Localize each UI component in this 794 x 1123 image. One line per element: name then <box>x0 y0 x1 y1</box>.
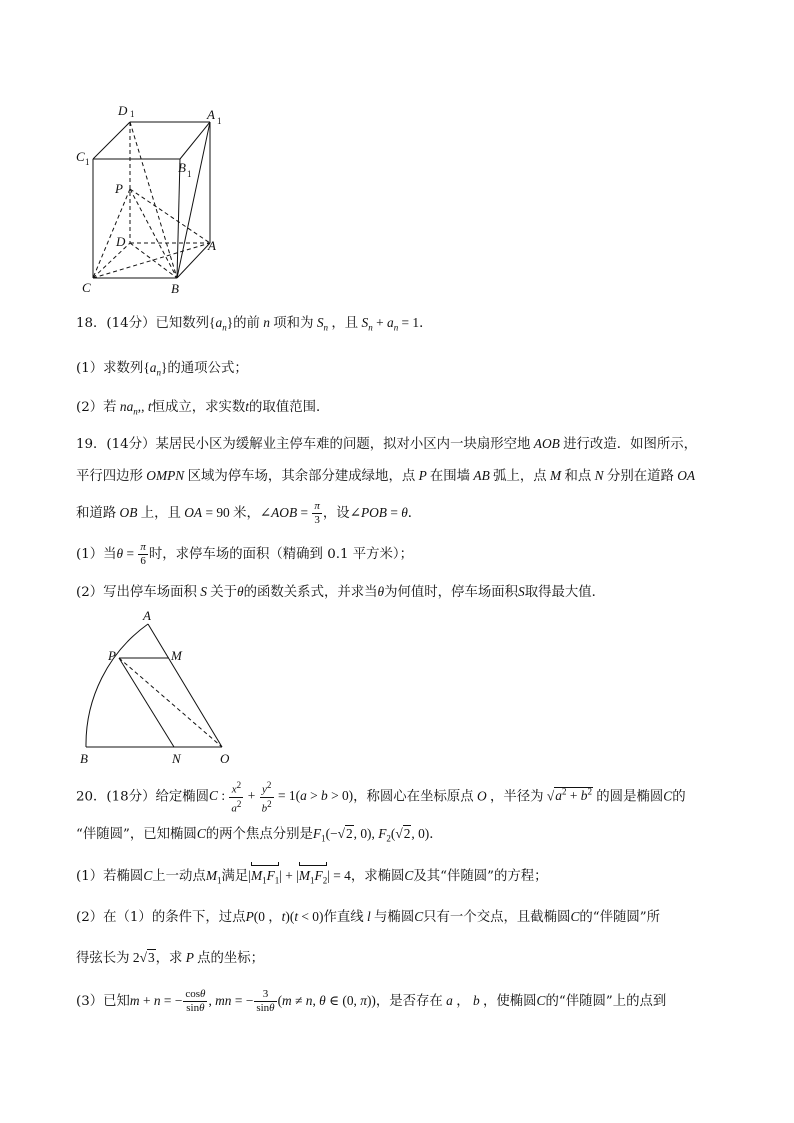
q20-part1: (1）若椭圆C上一动点$M_1$满足$|M_1F_1| + |M_1F_2| = 4$，求椭圆C及其“伴随圆”的方程； <box>76 865 548 891</box>
q20-part2-line1: (2）在（1）的条件下，过点P(0 ，t)(t < 0)作直线 l 与椭圆C只有一个交点，且截椭圆C的“伴随圆”所 <box>76 909 661 925</box>
q19-part2: (2）写出停车场面积 S 关于θ的函数关系式，并求当θ为何值时，停车场面积S取得最大值． <box>76 584 606 600</box>
q20-part2-line2: 得弦长为 2√3，求 P 点的坐标； <box>76 950 265 966</box>
label-A: A <box>143 608 151 623</box>
q18-part2: (2）若 $na_n$,, t恒成立，求实数t的取值范围． <box>76 399 330 417</box>
label-B1-sub: 1 <box>187 169 192 179</box>
label-A1: A <box>207 107 215 122</box>
q19-stem-line2: 平行四边形 OMPN 区域为停车场，其余部分建成绿地，点 P 在围墙 AB 弧上，点 M 和点 N 分别在道路 OA <box>76 468 696 484</box>
label-C1: C <box>76 149 85 164</box>
label-B: B <box>80 751 88 766</box>
label-C1-sub: 1 <box>85 157 90 167</box>
label-M: M <box>171 648 182 663</box>
label-O: O <box>220 751 230 766</box>
label-D: D <box>116 234 126 249</box>
label-D1: D <box>118 103 128 118</box>
sector-figure <box>72 606 242 768</box>
q20-stem-line1: 20．(18分）给定椭圆C : $\frac{x^2}{a^2}$ + $\frac{y^2}{b^2}$ = 1(a > b > 0)，称圆心在坐标原点 O ，半径为 $√a^2 + b^2$ 的圆是椭圆C的 <box>76 780 686 815</box>
q19-part1: (1）当θ = $\frac{\pi}{6}$ 时，求停车场的面积（精确到 0.1 平方米）； <box>76 541 414 568</box>
q19-stem-line3: 和道路 OB 上，且 OA = 90 米，∠AOB = $\frac{\pi}{3}$ ，设∠POB = θ． <box>76 500 422 527</box>
q18-part1: (1）求数列$\{a_n\}$的通项公式； <box>76 360 248 378</box>
label-B: B <box>171 281 179 296</box>
label-C: C <box>82 280 91 295</box>
label-A: A <box>208 238 216 253</box>
label-D1-sub: 1 <box>130 109 135 119</box>
prism-figure <box>70 95 240 300</box>
q20-part3: (3）已知m + n = − $\frac{\cos\theta}{\sin\theta}$ , mn = − $\frac{3}{\sin\theta}$ (m ≠ n, θ ∈ (0, π))，是否存在 a ， b ，使椭圆C的“伴随圆”上的点到 <box>76 988 667 1015</box>
label-P: P <box>115 181 123 196</box>
q20-stem-line2: “伴随圆”，已知椭圆C的两个焦点分别是$F_1(-√2$, 0), $F_2(√2$, 0)． <box>76 826 443 844</box>
q19-stem-line1: 19．(14分）某居民小区为缓解业主停车难的问题，拟对小区内一块扇形空地 AOB 进行改造．如图所示， <box>76 436 698 452</box>
label-N: N <box>172 751 181 766</box>
q18-stem: 18．(14分）已知数列$\{a_n\}$的前 n 项和为 $S_n$ ，且 $S_n + a_n = 1$． <box>76 315 433 333</box>
label-A1-sub: 1 <box>217 116 222 126</box>
label-P: P <box>108 648 116 663</box>
label-B1: B <box>178 160 186 175</box>
